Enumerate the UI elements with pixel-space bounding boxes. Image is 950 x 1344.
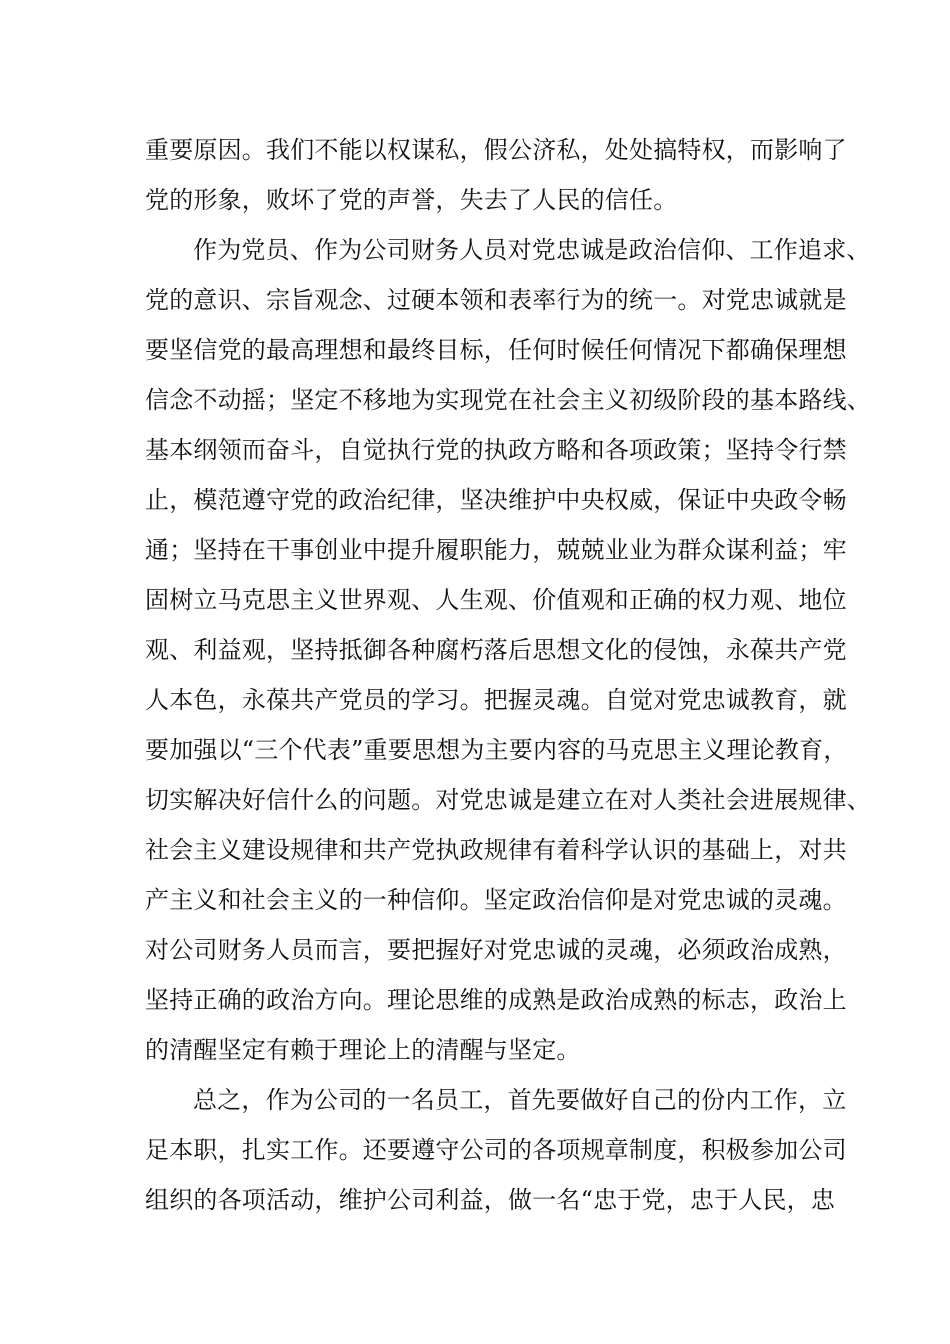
text-line: 固树立马克思主义世界观、人生观、价值观和正确的权力观、地位	[145, 586, 847, 614]
text-line: 党的形象，败坏了党的声誉，失去了人民的信任。	[145, 186, 678, 214]
text-line: 切实解决好信什么的问题。对党忠诚是建立在对人类社会进展规律、	[145, 786, 871, 814]
text-line: 人本色，永葆共产党员的学习。把握灵魂。自觉对党忠诚教育，就	[145, 686, 847, 714]
text-line: 要坚信党的最高理想和最终目标，任何时候任何情况下都确保理想	[145, 336, 847, 364]
text-line: 党的意识、宗旨观念、过硬本领和表率行为的统一。对党忠诚就是	[145, 286, 847, 314]
text-line: 信念不动摇；坚定不移地为实现党在社会主义初级阶段的基本路线、	[145, 386, 871, 414]
text-line: 坚持正确的政治方向。理论思维的成熟是政治成熟的标志，政治上	[145, 986, 847, 1014]
text-line: 通；坚持在干事创业中提升履职能力，兢兢业业为群众谋利益；牢	[145, 536, 847, 564]
text-line: 社会主义建设规律和共产党执政规律有着科学认识的基础上，对共	[145, 836, 847, 864]
text-line: 组织的各项活动，维护公司利益，做一名“忠于党，忠于人民，忠	[145, 1186, 836, 1214]
paragraph-start-line: 作为党员、作为公司财务人员对党忠诚是政治信仰、工作追求、	[193, 236, 871, 264]
text-line: 重要原因。我们不能以权谋私，假公济私，处处搞特权，而影响了	[145, 136, 847, 164]
text-line: 基本纲领而奋斗，自觉执行党的执政方略和各项政策；坚持令行禁	[145, 436, 847, 464]
text-line: 产主义和社会主义的一种信仰。坚定政治信仰是对党忠诚的灵魂。	[145, 886, 847, 914]
text-line: 对公司财务人员而言，要把握好对党忠诚的灵魂，必须政治成熟，	[145, 936, 847, 964]
text-line: 要加强以“三个代表”重要思想为主要内容的马克思主义理论教育，	[145, 736, 848, 764]
text-line: 观、利益观，坚持抵御各种腐朽落后思想文化的侵蚀，永葆共产党	[145, 636, 847, 664]
paragraph-start-line: 总之，作为公司的一名员工，首先要做好自己的份内工作，立	[193, 1086, 847, 1114]
text-line: 的清醒坚定有赖于理论上的清醒与坚定。	[145, 1036, 581, 1064]
text-line: 止，模范遵守党的政治纪律，坚决维护中央权威，保证中央政令畅	[145, 486, 847, 514]
text-line: 足本职，扎实工作。还要遵守公司的各项规章制度，积极参加公司	[145, 1136, 847, 1164]
